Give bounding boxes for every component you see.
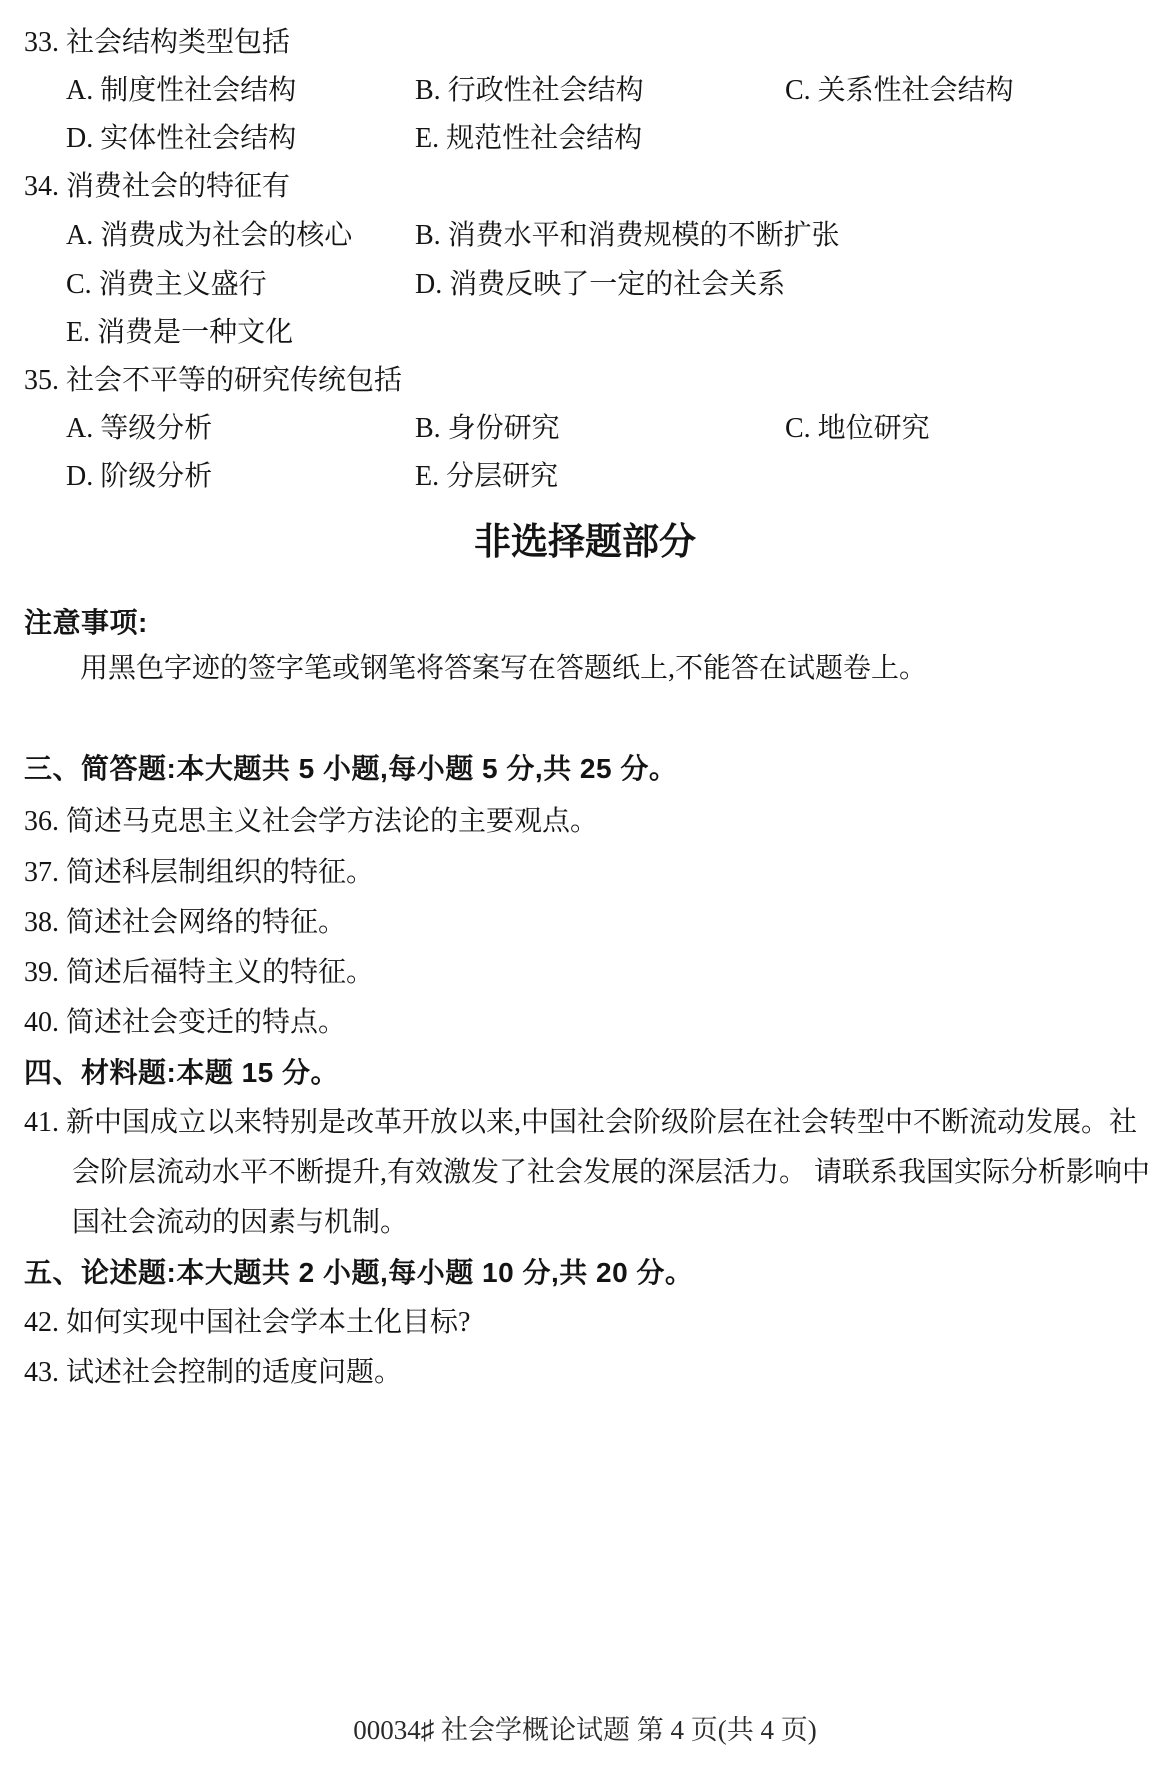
question-39: 39. 简述后福特主义的特征。 — [24, 957, 375, 988]
q34-option-e: E. 消费是一种文化 — [66, 317, 294, 348]
question-43: 43. 试述社会控制的适度问题。 — [24, 1357, 403, 1388]
q35-option-b: B. 身份研究 — [415, 413, 560, 444]
q33-option-d: D. 实体性社会结构 — [66, 123, 297, 154]
question-36: 36. 简述马克思主义社会学方法论的主要观点。 — [24, 806, 599, 837]
q33-option-c: C. 关系性社会结构 — [785, 75, 1014, 106]
q34-option-b: B. 消费水平和消费规模的不断扩张 — [415, 220, 840, 251]
question-35-stem: 35. 社会不平等的研究传统包括 — [24, 365, 403, 396]
q34-option-c: C. 消费主义盛行 — [66, 269, 267, 300]
question-42: 42. 如何实现中国社会学本土化目标? — [24, 1307, 471, 1338]
q35-option-a: A. 等级分析 — [66, 413, 213, 444]
question-41-line-1: 41. 新中国成立以来特别是改革开放以来,中国社会阶级阶层在社会转型中不断流动发展。社 — [24, 1107, 1138, 1138]
q35-option-c: C. 地位研究 — [785, 413, 930, 444]
q33-option-a: A. 制度性社会结构 — [66, 75, 297, 106]
q34-option-d: D. 消费反映了一定的社会关系 — [415, 269, 786, 300]
q33-option-b: B. 行政性社会结构 — [415, 75, 644, 106]
q35-option-e: E. 分层研究 — [415, 461, 559, 492]
q33-option-e: E. 规范性社会结构 — [415, 123, 643, 154]
question-41-line-3: 国社会流动的因素与机制。 — [72, 1207, 409, 1238]
question-38: 38. 简述社会网络的特征。 — [24, 907, 347, 938]
question-34-options-row-3 — [0, 316, 1170, 358]
question-33-stem: 33. 社会结构类型包括 — [24, 27, 291, 58]
page-footer: 00034♯ 社会学概论试题 第 4 页(共 4 页) — [353, 1715, 817, 1745]
material-section-header: 四、材料题:本题 15 分。 — [24, 1057, 340, 1088]
question-41-line-2: 会阶层流动水平不断提升,有效激发了社会发展的深层活力。 请联系我国实际分析影响中 — [72, 1157, 1151, 1188]
question-40: 40. 简述社会变迁的特点。 — [24, 1007, 347, 1038]
question-34-options-row-1 — [0, 219, 1170, 261]
question-34-options-row-2 — [0, 268, 1170, 310]
q34-option-a: A. 消费成为社会的核心 — [66, 220, 353, 251]
section-heading-non-mc: 非选择题部分 — [474, 521, 696, 562]
question-33-options-row-1 — [0, 74, 1170, 116]
question-34-stem: 34. 消费社会的特征有 — [24, 171, 291, 202]
essay-section-header: 五、论述题:本大题共 2 小题,每小题 10 分,共 20 分。 — [24, 1257, 694, 1288]
question-37: 37. 简述科层制组织的特征。 — [24, 857, 375, 888]
notice-body: 用黑色字迹的签字笔或钢笔将答案写在答题纸上,不能答在试题卷上。 — [80, 653, 928, 684]
question-33-options-row-2 — [0, 122, 1170, 164]
q35-option-d: D. 阶级分析 — [66, 461, 213, 492]
notice-title: 注意事项: — [24, 607, 148, 638]
question-35-options-row-2 — [0, 460, 1170, 502]
short-answer-section-header: 三、简答题:本大题共 5 小题,每小题 5 分,共 25 分。 — [24, 753, 678, 784]
question-35-options-row-1 — [0, 412, 1170, 454]
